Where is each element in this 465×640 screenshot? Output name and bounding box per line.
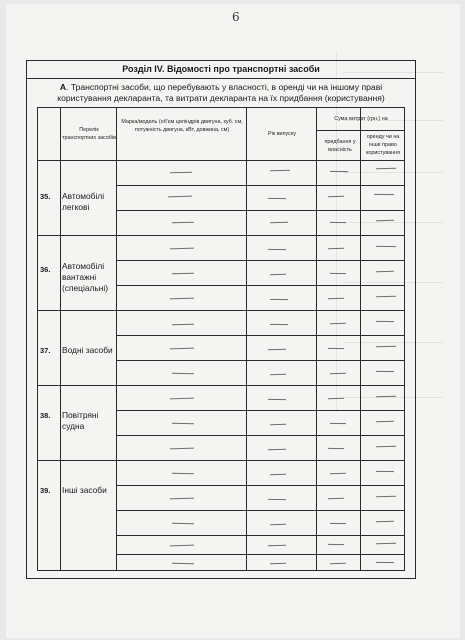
row-number-39: 39. [40, 486, 51, 495]
section-title: Розділ IV. Відомості про транспортні засоби [27, 61, 415, 79]
row-label-water: Водні засоби [62, 345, 113, 355]
page-number: 6 [232, 10, 240, 24]
section-frame [26, 60, 416, 579]
header-purchase: придбання у власність [324, 139, 356, 153]
row-label-trucks: Автомобілі вантажні (спеціальні) [62, 261, 109, 293]
header-rent: оренду чи на інше право користування [365, 134, 401, 156]
row-number-35: 35. [40, 192, 51, 201]
document-page [6, 4, 460, 638]
row-number-37: 37. [40, 346, 51, 355]
row-label-aircraft: Повітряні судна [62, 410, 99, 431]
header-expenses: Сума витрат (грн.) на [334, 116, 388, 122]
subsection-intro: А. Транспортні засоби, що перебувають у власності, в оренді чи на іншому праві користування декларанта, та витрати декларанта на їх придбання (користування) [57, 82, 385, 103]
vehicles-table [37, 107, 405, 571]
subsection-text: Транспортні засоби, що перебувають у власності, в оренді чи на іншому праві користування декларанта, та витрати декларанта на їх придбання (користування) [57, 82, 385, 103]
row-number-38: 38. [40, 411, 51, 420]
header-year: Рік випуску [268, 131, 296, 137]
row-label-other: Інші засоби [62, 485, 107, 495]
subsection-letter: А [59, 82, 67, 92]
row-number-36: 36. [40, 265, 51, 274]
header-model: Марка/модель (об'єм циліндрів двигуна, куб. см, потужність двигуна, кВт, довжина, см) [121, 119, 243, 133]
header-vehicle-list: Перелік транспортних засобів [62, 127, 116, 141]
row-label-cars: Автомобілі легкові [62, 191, 105, 212]
